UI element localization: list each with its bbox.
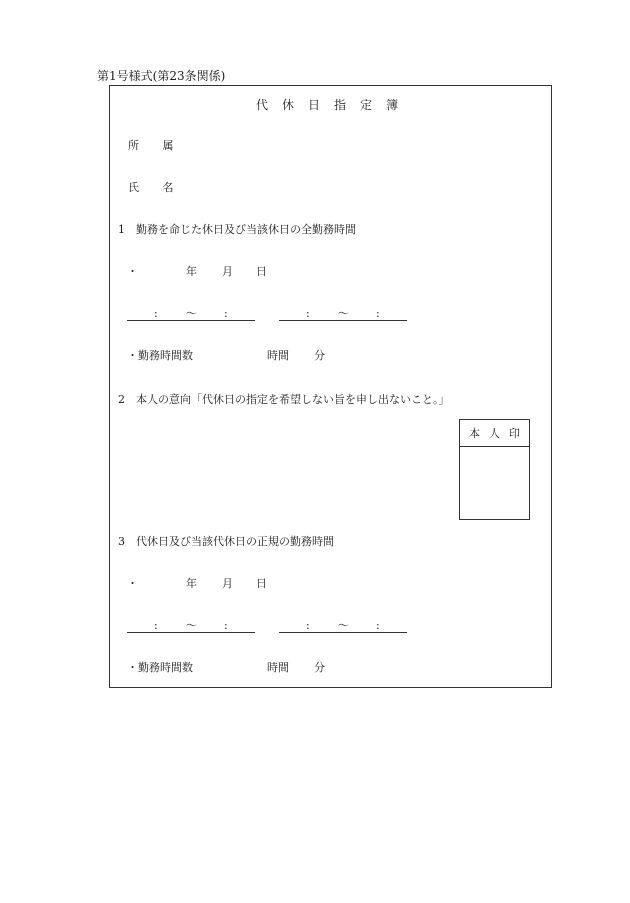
section1-heading: 1 勤務を命じた休日及び当該休日の全勤務時間	[118, 223, 356, 236]
affiliation-label: 所 属	[128, 139, 184, 152]
section1-colon: :	[154, 307, 158, 320]
seal-label: 本人印	[469, 427, 529, 440]
time-underline	[279, 632, 407, 633]
name-label: 氏 名	[128, 181, 184, 194]
title-char: 代	[256, 98, 269, 112]
seal-box	[459, 419, 530, 520]
title-char: 日	[308, 98, 321, 112]
time-underline	[279, 320, 407, 321]
section3-minutes-unit: 分	[314, 661, 325, 674]
section1-day: 日	[256, 265, 267, 278]
time-underline	[127, 320, 255, 321]
time-underline	[127, 632, 255, 633]
title-char: 休	[282, 98, 295, 112]
form-label: 第1号様式(第23条関係)	[97, 69, 226, 83]
form-title	[256, 96, 412, 113]
section3-hours-label: ・勤務時間数	[127, 661, 193, 674]
title-char: 定	[360, 98, 373, 112]
section3-day: 日	[256, 577, 267, 590]
section1-wave: 〜	[338, 307, 349, 320]
section1-bullet: ・	[127, 265, 138, 278]
title-char: 指	[334, 98, 347, 112]
section3-colon: :	[224, 619, 228, 632]
section1-hours-unit: 時間	[267, 349, 289, 362]
section1-minutes-unit: 分	[314, 349, 325, 362]
seal-divider	[460, 446, 529, 447]
section1-month: 月	[222, 265, 233, 278]
section3-year: 年	[186, 577, 197, 590]
form-frame	[109, 85, 552, 688]
section1-colon: :	[306, 307, 310, 320]
section3-colon: :	[376, 619, 380, 632]
section1-hours-label: ・勤務時間数	[127, 349, 193, 362]
section3-month: 月	[222, 577, 233, 590]
section3-colon: :	[154, 619, 158, 632]
section3-colon: :	[306, 619, 310, 632]
section3-hours-unit: 時間	[267, 661, 289, 674]
title-char: 簿	[386, 98, 399, 112]
section3-bullet: ・	[127, 577, 138, 590]
section1-colon: :	[224, 307, 228, 320]
section1-year: 年	[186, 265, 197, 278]
section2-heading: 2 本人の意向「代休日の指定を希望しない旨を申し出ないこと。」	[118, 393, 450, 406]
section1-wave: 〜	[186, 307, 197, 320]
section1-colon: :	[376, 307, 380, 320]
section3-heading: 3 代休日及び当該代休日の正規の勤務時間	[118, 535, 334, 548]
section3-wave: 〜	[186, 619, 197, 632]
section3-wave: 〜	[338, 619, 349, 632]
